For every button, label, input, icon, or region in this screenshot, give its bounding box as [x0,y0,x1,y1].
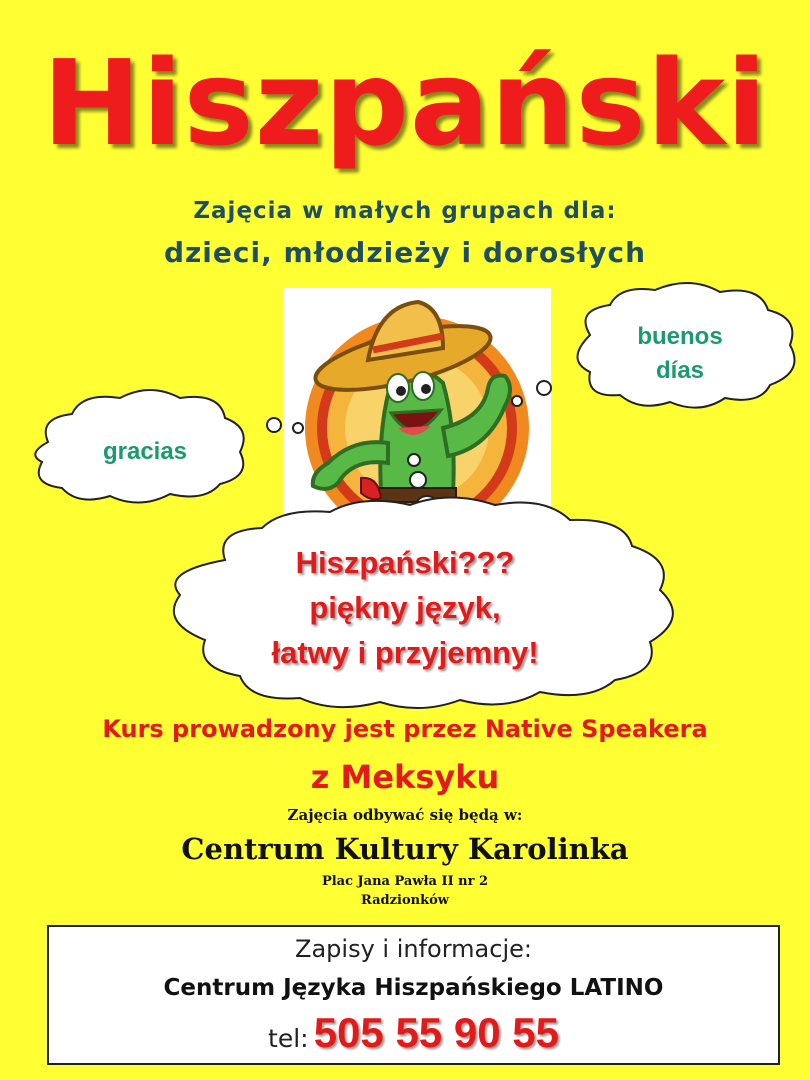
main-cloud-message [200,540,610,675]
subtitle-audience: dzieci, młodzieży i dorosłych [163,236,647,269]
contact-heading: Zapisy i informacje: [295,935,532,963]
phone-label: tel: [268,1024,309,1053]
cloud-buenos-dias [600,320,760,388]
phone-number[interactable]: 505 55 90 55 [313,1009,559,1056]
contact-box [47,925,780,1065]
subtitle-groups: Zajęcia w małych grupach dla: [193,198,617,224]
venue-address-street: Plac Jana Pawła II nr 2 [321,874,489,889]
main-cloud-line3: łatwy i przyjemny! [271,635,539,670]
course-origin: z Meksyku [310,758,500,796]
main-cloud-line1: Hiszpański??? [295,545,515,580]
venue-intro: Zajęcia odbywać się będą w: [287,806,523,824]
cloud-dias-text: días [655,357,705,384]
cloud-buenos-text: buenos [637,323,723,350]
page-title: Hiszpański [42,34,768,172]
contact-organization: Centrum Języka Hiszpańskiego LATINO [163,975,664,1001]
venue-address-city: Radzionków [361,893,449,908]
venue-name: Centrum Kultury Karolinka [181,832,629,866]
contact-phone [49,1009,778,1057]
main-cloud-line2: piękny język, [309,590,501,625]
cloud-gracias-text: gracias [102,438,188,465]
course-teacher-info: Kurs prowadzony jest przez Native Speakera [102,715,708,743]
